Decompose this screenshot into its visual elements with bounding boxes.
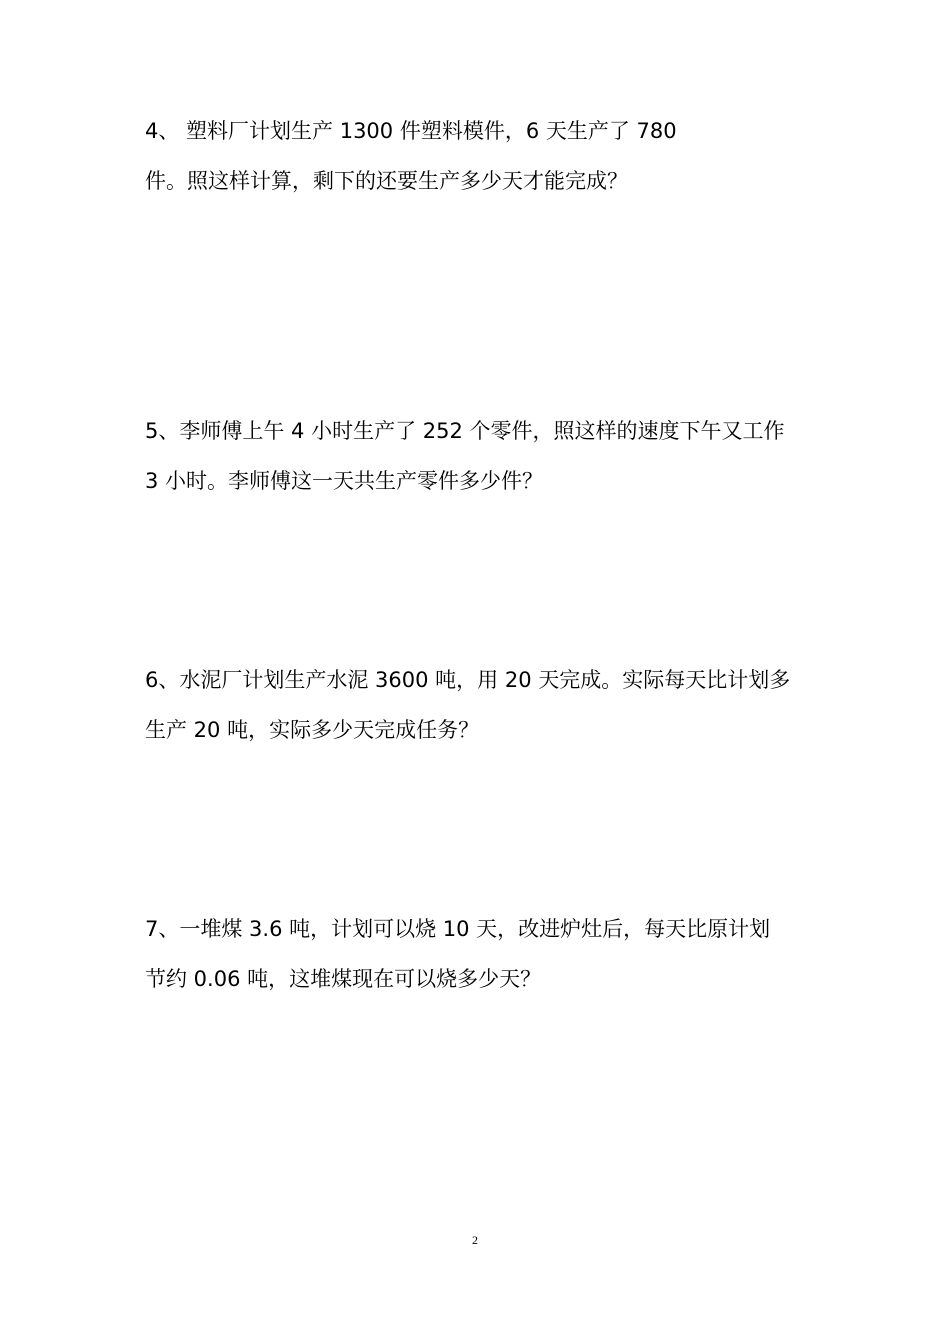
problem-5-line-2: 3 小时。李师傅这一天共生产零件多少件？ — [145, 469, 544, 493]
problem-7-line-2: 节约 0.06 吨，这堆煤现在可以烧多少天？ — [145, 967, 542, 991]
problem-6-line-1: 6、水泥厂计划生产水泥 3600 吨，用 20 天完成。实际每天比计划多 — [145, 668, 791, 692]
problem-5-line-1: 5、李师傅上午 4 小时生产了 252 个零件，照这样的速度下午又工作 — [145, 419, 785, 443]
problem-7 — [145, 904, 825, 1004]
page-number: 2 — [472, 1233, 478, 1247]
problem-7-line-1: 7、一堆煤 3.6 吨，计划可以烧 10 天，改进炉灶后，每天比原计划 — [145, 917, 771, 941]
problem-4 — [145, 106, 825, 206]
problem-6 — [145, 655, 825, 755]
problem-4-line-2: 件。照这样计算，剩下的还要生产多少天才能完成？ — [145, 169, 628, 193]
problem-4-line-1: 4、 塑料厂计划生产 1300 件塑料模件，6 天生产了 780 — [145, 119, 677, 143]
problem-5 — [145, 406, 825, 506]
problem-6-line-2: 生产 20 吨，实际多少天完成任务？ — [145, 718, 480, 742]
